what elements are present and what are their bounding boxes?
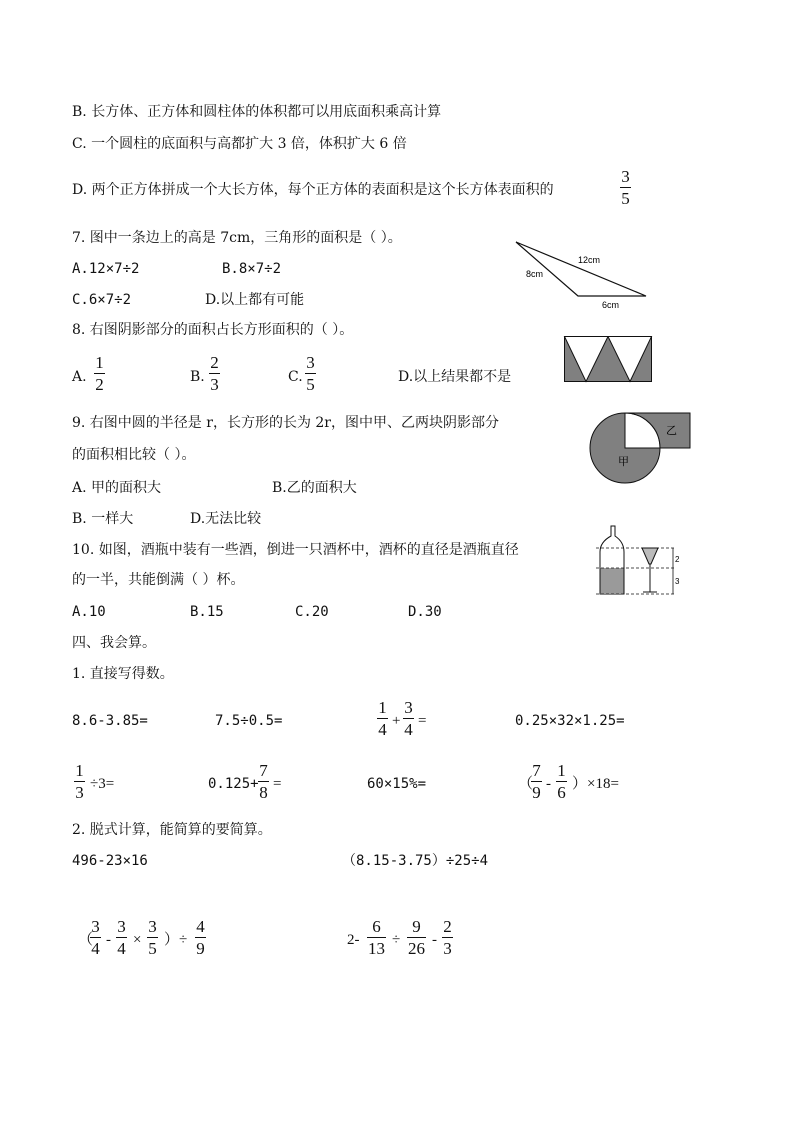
calc-c3-frac3 [147, 917, 158, 958]
denominator: 8 [259, 783, 268, 802]
calc-c3-rparen-div: ）÷ [164, 932, 188, 948]
denominator: 3 [75, 783, 84, 802]
q9-circle-figure [590, 410, 694, 486]
denominator: 4 [91, 939, 100, 958]
calc-c3-minus: - [106, 932, 111, 948]
numerator: 9 [412, 917, 421, 936]
denominator: 9 [196, 939, 205, 958]
q9-option-b: B.乙的面积大 [272, 480, 357, 496]
calc-e6-pre: 0.125+ [208, 776, 259, 792]
calc-e8-frac1 [531, 761, 542, 802]
calc-7-5: 7.5÷0.5= [215, 713, 283, 729]
calc-c3-frac4 [195, 917, 206, 958]
q8-option-b-fraction [209, 353, 220, 394]
calc-8-15: （8.15-3.75）÷25÷4 [342, 853, 489, 869]
q7-triangle-figure [510, 236, 650, 310]
denominator: 5 [621, 189, 630, 208]
q7-option-b: B.8×7÷2 [222, 261, 282, 277]
q10-stem-line1: 10. 如图，酒瓶中装有一些酒，倒进一只酒杯中，酒杯的直径是酒瓶直径 [72, 542, 519, 558]
calc-e3-frac1 [377, 698, 388, 739]
q7-option-d: D.以上都有可能 [205, 292, 305, 308]
denominator: 3 [443, 939, 452, 958]
numerator: 2 [443, 917, 452, 936]
numerator: 1 [75, 761, 84, 780]
q6-option-d-fraction [620, 167, 631, 208]
q10-bottle-glass-figure [596, 522, 688, 596]
calc-c4-frac1 [367, 917, 386, 958]
numerator: 3 [148, 917, 157, 936]
denominator: 3 [210, 375, 219, 394]
numerator: 6 [372, 917, 381, 936]
q9-option-d: D.无法比较 [190, 511, 262, 527]
q7-option-c: C.6×7÷2 [72, 292, 132, 308]
calc-c4-pre: 2- [347, 932, 360, 948]
label-3: 3 [675, 577, 680, 586]
numerator: 3 [621, 167, 630, 186]
q9-option-a: A. 甲的面积大 [72, 480, 162, 496]
calc-e5-rest: ÷3= [90, 776, 115, 792]
denominator: 4 [404, 720, 413, 739]
glass-bowl [642, 548, 658, 564]
denominator: 26 [408, 939, 425, 958]
q10-stem-line2: 的一半，共能倒满（ ）杯。 [72, 572, 245, 588]
calc-e6-frac [258, 761, 269, 802]
calc-0-25: 0.25×32×1.25= [515, 713, 625, 729]
calc-c4-div: ÷ [392, 932, 401, 948]
section4-sub2: 2. 脱式计算，能简算的要简算。 [72, 822, 272, 838]
label-r: r [627, 430, 629, 436]
q8-option-a-prefix: A. [72, 369, 87, 385]
calc-60: 60×15%= [367, 776, 427, 792]
calc-496: 496-23×16 [72, 853, 148, 869]
calc-e6-eq: = [273, 776, 282, 792]
q10-option-b: B.15 [190, 604, 224, 620]
numerator: 1 [557, 761, 566, 780]
calc-8-6: 8.6-3.85= [72, 713, 148, 729]
calc-c3-frac1 [90, 917, 101, 958]
calc-c4-frac2 [407, 917, 426, 958]
q8-option-a-fraction [94, 353, 105, 394]
q8-stem: 8. 右图阴影部分的面积占长方形面积的（ ）。 [72, 322, 354, 338]
label-jia: 甲 [618, 456, 629, 468]
section4-sub1: 1. 直接写得数。 [72, 666, 174, 682]
q9-stem-line2: 的面积相比较（ ）。 [72, 447, 196, 463]
denominator: 4 [378, 720, 387, 739]
numerator: 7 [259, 761, 268, 780]
numerator: 1 [95, 353, 104, 372]
label-8cm: 8cm [526, 269, 544, 279]
denominator: 2 [95, 375, 104, 394]
label-12cm: 12cm [578, 255, 601, 265]
calc-e8-frac2 [556, 761, 567, 802]
calc-c3-frac2 [116, 917, 127, 958]
numerator: 3 [91, 917, 100, 936]
numerator: 1 [378, 698, 387, 717]
numerator: 3 [117, 917, 126, 936]
q10-option-a: A.10 [72, 604, 106, 620]
q10-option-d: D.30 [408, 604, 442, 620]
denominator: 4 [117, 939, 126, 958]
q7-stem: 7. 图中一条边上的高是 7cm，三角形的面积是（ ）。 [72, 230, 402, 246]
bottle-wine [601, 568, 624, 594]
q8-rectangle-figure [564, 336, 652, 382]
calc-e8-lparen: （ [518, 776, 534, 792]
numerator: 7 [532, 761, 541, 780]
label-yi: 乙 [666, 425, 677, 437]
numerator: 3 [404, 698, 413, 717]
calc-c4-minus: - [432, 932, 437, 948]
denominator: 13 [368, 939, 385, 958]
calc-e5-frac [74, 761, 85, 802]
calc-c4-frac3 [442, 917, 453, 958]
q10-option-c: C.20 [295, 604, 329, 620]
calc-e8-minus: - [546, 776, 551, 792]
label-6cm: 6cm [602, 300, 620, 310]
numerator: 3 [306, 353, 315, 372]
q8-option-b-prefix: B. [190, 369, 205, 385]
q7-option-a: A.12×7÷2 [72, 261, 140, 277]
section4-title: 四、我会算。 [72, 635, 156, 651]
q9-option-c: B. 一样大 [72, 511, 134, 527]
q8-option-c-prefix: C. [288, 369, 303, 385]
q8-option-c-fraction [305, 353, 316, 394]
calc-e3-frac2 [403, 698, 414, 739]
denominator: 5 [148, 939, 157, 958]
calc-c3-times: × [133, 932, 142, 948]
denominator: 5 [306, 375, 315, 394]
numerator: 4 [196, 917, 205, 936]
q9-stem-line1: 9. 右图中圆的半径是 r，长方形的长为 2r，图中甲、乙两块阴影部分 [72, 415, 499, 431]
calc-e3-plus: + [392, 713, 401, 729]
q8-option-d: D.以上结果都不是 [398, 369, 512, 385]
denominator: 6 [557, 783, 566, 802]
q6-option-d: D. 两个正方体拼成一个大长方体，每个正方体的表面积是这个长方体表面积的 [72, 182, 554, 198]
calc-c3-lparen: （ [78, 932, 94, 948]
calc-e3-eq: = [418, 713, 427, 729]
q6-option-c: C. 一个圆柱的底面积与高都扩大 3 倍，体积扩大 6 倍 [72, 136, 407, 152]
label-2: 2 [675, 555, 680, 564]
calc-e8-rest: ）×18= [572, 776, 619, 792]
denominator: 9 [532, 783, 541, 802]
q6-option-b: B. 长方体、正方体和圆柱体的体积都可以用底面积乘高计算 [72, 104, 442, 120]
numerator: 2 [210, 353, 219, 372]
